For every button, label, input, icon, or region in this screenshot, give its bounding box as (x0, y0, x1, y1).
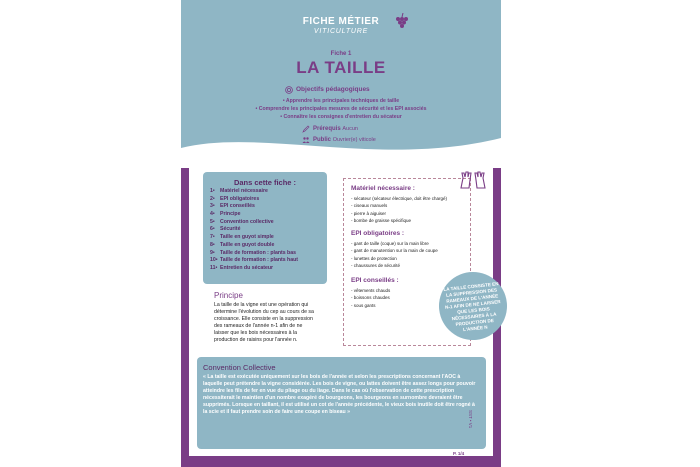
audience (313, 137, 376, 143)
people-icon (302, 136, 310, 144)
convention-box (197, 357, 486, 449)
list-item: - lunettes de protection (351, 255, 397, 261)
objective-item: • Apprendre les principales techniques de taille (282, 98, 400, 104)
list-item: - sous gants (351, 302, 376, 308)
list-item: - vêtements chauds (351, 288, 391, 293)
list-item: - boissons chaudes (351, 295, 390, 301)
list-item: 1• Matériel nécessaire (210, 188, 268, 194)
contents-list (210, 188, 322, 273)
prerequisites (313, 126, 358, 132)
list-item: - gant de manutention sur la main de coupe (351, 248, 438, 254)
mandatory-ppe-list (351, 240, 469, 269)
target-icon (285, 86, 293, 94)
recommended-ppe-title: EPI conseillés : (351, 277, 399, 284)
grape-icon (394, 13, 408, 31)
convention-title: Convention Collective (203, 363, 276, 372)
list-item: 11• Entretien du sécateur (210, 264, 274, 271)
prerequisites-value: Aucun (342, 126, 358, 132)
equipment-title: Matériel nécessaire : (351, 185, 415, 192)
title-line2: VITICULTURE (313, 28, 369, 35)
principle-text: La taille de la vigne est une opération qui détermine l'évolution du cep au cours de sa croissance. Elle consiste en la suppression des rameaux de l'année n-1 afin de ne laisser que les bois nécessaires à la production de raisins pour l'année n. (214, 302, 314, 343)
pencil-icon (302, 125, 310, 133)
side-code: SST • V1 (468, 410, 473, 429)
equipment-list (351, 195, 469, 224)
principle-title: Principe (214, 291, 243, 300)
list-item: 3• EPI conseillés (210, 203, 255, 210)
title-line1: FICHE MÉTIER (302, 16, 380, 27)
list-item: 5• Convention collective (210, 218, 274, 225)
mandatory-ppe-title: EPI obligatoires : (351, 230, 405, 237)
prerequisites-label: Prérequis (313, 126, 341, 132)
contents-title: Dans cette fiche : (233, 178, 297, 187)
list-item: 2• EPI obligatoires (210, 195, 260, 202)
list-item: 4• Principe (210, 211, 241, 218)
fiche-number: Fiche 1 (330, 51, 352, 57)
gloves-icon (459, 170, 487, 190)
audience-label: Public (313, 137, 332, 143)
list-item: 9• Taille de formation : plants bas (210, 249, 296, 256)
objective-item: • Connaître les consignes d'entretien du sécateur (280, 114, 402, 120)
list-item: - chaussures de sécurité (351, 262, 401, 268)
list-item: 8• Taille en guyot double (210, 241, 275, 248)
list-item: - sécateur (sécateur électrique, doit être chargé) (351, 196, 448, 201)
list-item: 7• Taille en guyot simple (210, 234, 274, 241)
list-item: - ciseaux manuels (351, 203, 388, 209)
audience-value: Ouvrier(e) viticole (332, 137, 376, 143)
badge-text: LA TAILLE CONSISTE EN LA SUPPRESSION DES RAMEAUX DE L'ANNÉE N-1 AFIN DE NE LAISSER QUE LES BOIS NÉCESSAIRES À LA PRODUCTION DE L'ANNÉE N (443, 281, 501, 333)
list-item: - bombe de graisse spécifique (351, 217, 412, 223)
document-page (181, 0, 501, 467)
convention-text: « La taille est exécutée uniquement sur les bois de l'année et selon les prescriptions concernant l'AOC à laquelle peut prétendre la vigne considérée. Les bois de vigne, ou lattes doivent être assez longs pour pouvoir atteindre les fils de fer en vue du pliage ou du liage. Dans le cas où l'observation de cette prescription nécessiterait le maintien d'un nombre exagéré de bourgeons, les bourgeons en surnombre devraient être supprimés. Lorsque en taillant, il est utilisé un cot de l'année précédente, le vieux bois inutile doit être rogné à la scie et il faut prendre soin de faire une coupe en biseau » (203, 374, 476, 415)
objective-item: • Comprendre les principales mesures de sécurité et les EPI associés (255, 106, 427, 112)
list-item: 6• Sécurité (210, 226, 241, 233)
objectives-heading: Objectifs pédagogiques (296, 86, 370, 93)
list-item: 10• Taille de formation : plants haut (210, 257, 299, 264)
contents-box (203, 172, 327, 284)
page-title: LA TAILLE (296, 58, 386, 77)
page-number: P. 1/4 (453, 451, 465, 456)
list-item: - gant de taille (coque) sur la main libre (351, 241, 429, 246)
list-item: - pierre à aiguiser (351, 210, 387, 216)
